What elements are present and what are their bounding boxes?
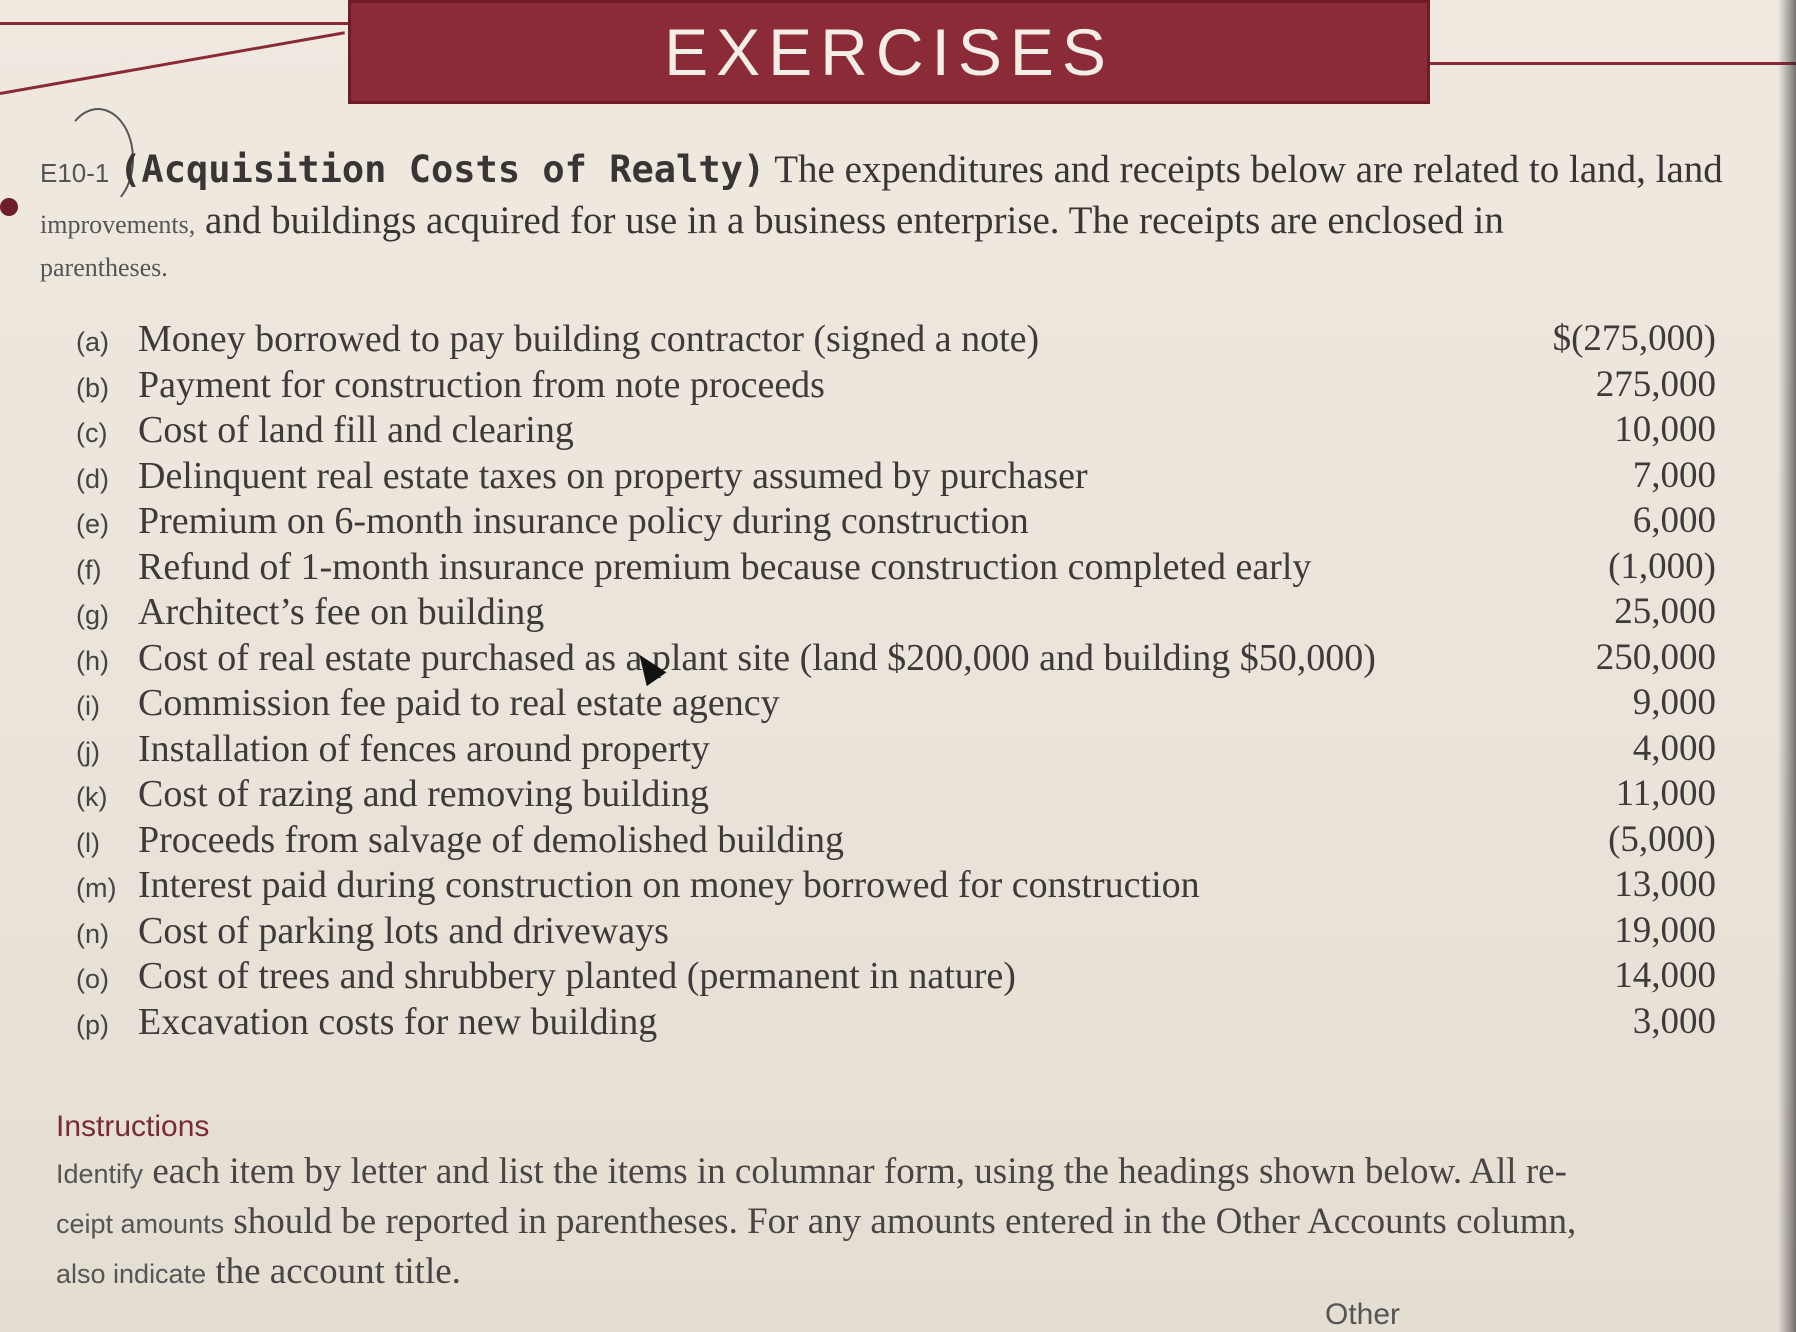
item-description: Cost of real estate purchased as a plant site (land $200,000 and building $50,000) [138, 636, 1376, 679]
list-item [76, 999, 1716, 1045]
item-amount: (1,000) [1608, 545, 1716, 587]
list-item [76, 498, 1716, 544]
item-letter: (n) [76, 918, 109, 949]
list-item [76, 953, 1716, 999]
instructions-line-1-text: each item by letter and list the items in columnar form, using the headings shown below. All re- [152, 1151, 1567, 1192]
intro-text-1: The expenditures and receipts below are related to land, land [774, 148, 1723, 191]
item-amount: 9,000 [1632, 682, 1716, 723]
list-item [76, 817, 1716, 863]
list-item [76, 862, 1716, 908]
item-amount: 13,000 [1614, 864, 1716, 905]
item-letter: (p) [76, 1009, 109, 1040]
item-description: Cost of trees and shrubbery planted (permanent in nature) [138, 955, 1016, 997]
list-item [76, 635, 1716, 681]
item-letter: (g) [76, 600, 109, 630]
instructions-line-1-small: Identify [56, 1159, 144, 1189]
intro-line-2 [40, 197, 1780, 249]
item-letter: (i) [76, 691, 100, 721]
item-letter: (c) [76, 418, 108, 448]
list-item [76, 362, 1716, 408]
item-letter: (b) [76, 372, 109, 403]
exercise-number: E10-1 [40, 158, 110, 188]
item-description: Installation of fences around property [138, 727, 710, 770]
item-description: Excavation costs for new building [138, 1000, 658, 1043]
intro-text-2: and buildings acquired for use in a business enterprise. The receipts are enclosed in [205, 199, 1504, 242]
item-description: Premium on 6-month insurance policy during construction [138, 500, 1029, 542]
item-description: Delinquent real estate taxes on property assumed by purchaser [138, 454, 1088, 497]
item-description: Cost of land fill and clearing [138, 409, 574, 451]
item-amount: 10,000 [1614, 409, 1716, 450]
column-heading-other: Other [1325, 1298, 1401, 1331]
list-item [76, 407, 1716, 453]
list-item [76, 771, 1716, 817]
item-description: Architect’s fee on building [138, 591, 545, 633]
list-item [76, 680, 1716, 726]
item-letter: (d) [76, 463, 109, 494]
instructions-line-1 [56, 1148, 1776, 1198]
item-amount: 4,000 [1632, 727, 1716, 769]
item-letter: (k) [76, 782, 108, 812]
instructions-line-2-text: should be reported in parentheses. For any amounts entered in the Other Accounts column, [233, 1201, 1577, 1242]
instructions-line-3-small: also indicate [56, 1259, 207, 1289]
item-letter: (o) [76, 964, 109, 994]
instructions-line-2-small: ceipt amounts [56, 1209, 225, 1239]
item-amount: (5,000) [1608, 818, 1716, 860]
item-description: Commission fee paid to real estate agency [138, 682, 780, 724]
intro-line-3 [40, 249, 1780, 283]
banner-title: EXERCISES [664, 15, 1114, 89]
item-amount: 14,000 [1614, 955, 1716, 996]
page-edge-shadow [1778, 0, 1796, 1332]
item-amount: 6,000 [1632, 500, 1716, 541]
decorative-rule-right [1430, 62, 1796, 65]
item-description: Cost of razing and removing building [138, 773, 709, 815]
list-item [76, 589, 1716, 635]
item-letter: (f) [76, 554, 102, 585]
instructions-body [56, 1148, 1776, 1298]
item-letter: (j) [76, 736, 100, 767]
item-letter: (l) [76, 827, 100, 858]
item-amount: 7,000 [1632, 454, 1716, 496]
list-item [76, 908, 1716, 954]
list-item [76, 453, 1716, 499]
exercise-intro [40, 146, 1780, 283]
item-description: Refund of 1-month insurance premium because construction completed early [138, 545, 1312, 588]
instructions-line-3 [56, 1248, 1776, 1298]
list-item [76, 544, 1716, 590]
item-description: Payment for construction from note proceeds [138, 363, 825, 406]
intro-line-1 [40, 146, 1780, 197]
exercise-title: (Acquisition Costs of Realty) [119, 148, 766, 191]
item-amount: 11,000 [1615, 773, 1716, 814]
intro-text-2-small: improvements, [40, 210, 196, 239]
item-letter: (m) [76, 873, 117, 903]
item-amount: 3,000 [1632, 1000, 1716, 1042]
item-description: Proceeds from salvage of demolished building [138, 818, 845, 861]
exercises-banner [348, 0, 1430, 104]
instructions-heading: Instructions [56, 1110, 210, 1143]
items-list [76, 316, 1716, 1044]
item-amount: 250,000 [1595, 636, 1716, 678]
instructions-line-2 [56, 1198, 1776, 1248]
item-amount: 275,000 [1595, 363, 1716, 405]
item-description: Money borrowed to pay building contractor (signed a note) [138, 318, 1040, 360]
item-description: Interest paid during construction on money borrowed for construction [138, 864, 1200, 906]
item-description: Cost of parking lots and driveways [138, 909, 669, 952]
list-item [76, 316, 1716, 362]
instructions-line-3-text: the account title. [215, 1251, 461, 1292]
item-letter: (a) [76, 327, 109, 357]
item-letter: (e) [76, 509, 109, 539]
decorative-rule-top-left [0, 22, 350, 25]
item-amount: 19,000 [1614, 909, 1716, 951]
list-item [76, 726, 1716, 772]
item-amount: $(275,000) [1552, 318, 1716, 359]
item-amount: 25,000 [1614, 591, 1716, 632]
item-letter: (h) [76, 645, 109, 676]
exercise-marker-icon [0, 198, 18, 216]
intro-text-3-small: parentheses. [40, 253, 168, 282]
